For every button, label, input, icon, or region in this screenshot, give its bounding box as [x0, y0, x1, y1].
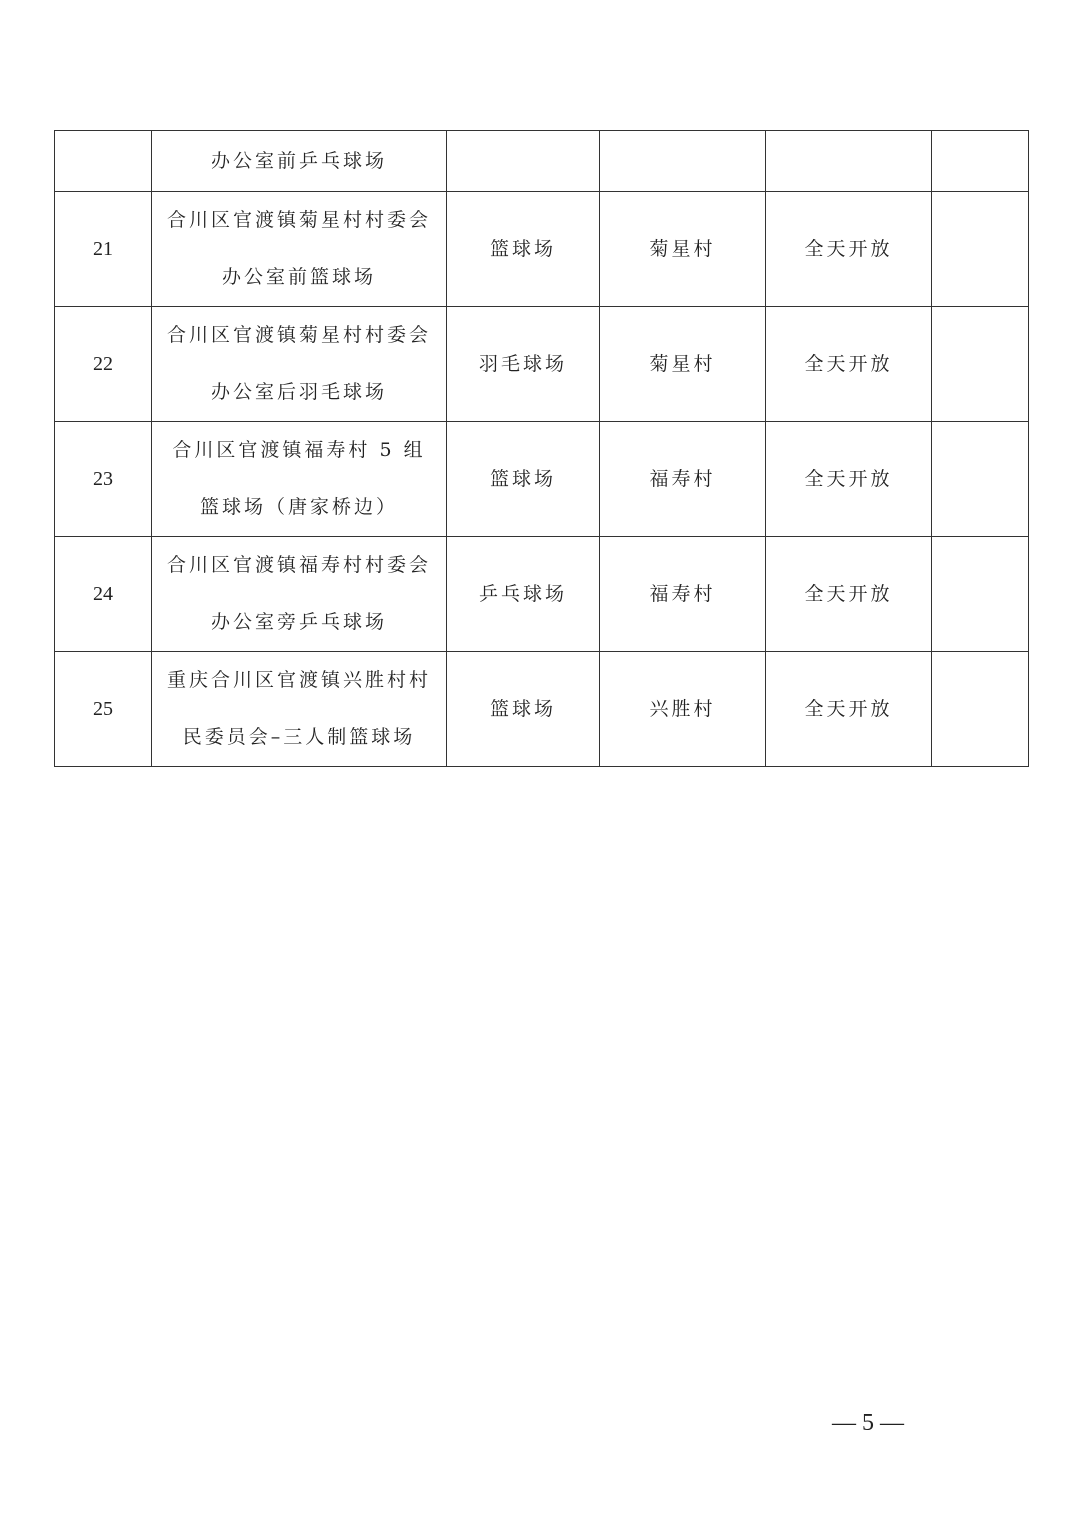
table-row: [55, 307, 1029, 422]
venue-type-cell: 篮球场: [447, 192, 600, 307]
village-cell: 菊星村: [600, 307, 766, 422]
note-cell: [932, 422, 1029, 537]
table-row: [55, 537, 1029, 652]
table-row: [55, 422, 1029, 537]
village-cell: 菊星村: [600, 192, 766, 307]
venue-type-cell: 篮球场: [447, 422, 600, 537]
venue-type-cell: 乒乓球场: [447, 537, 600, 652]
venue-name-cell: [152, 192, 447, 307]
venue-name-text: 重庆合川区官渡镇兴胜村村民委员会–三人制篮球场: [166, 669, 431, 748]
venue-name-cell: [152, 652, 447, 767]
note-cell: [932, 652, 1029, 767]
row-number-cell: 22: [55, 307, 152, 422]
opening-hours-cell: 全天开放: [766, 422, 932, 537]
opening-hours-cell: 全天开放: [766, 192, 932, 307]
venue-name-text: 合川区官渡镇福寿村村委会办公室旁乒乓球场: [166, 554, 431, 633]
page-number: — 5 —: [832, 1410, 904, 1436]
opening-hours-cell: 全天开放: [766, 537, 932, 652]
note-cell: [932, 307, 1029, 422]
venue-table: [54, 130, 1029, 767]
row-number-cell: 25: [55, 652, 152, 767]
row-number-cell: [55, 131, 152, 192]
village-cell: 福寿村: [600, 422, 766, 537]
table-row: [55, 652, 1029, 767]
venue-name-text: 合川区官渡镇菊星村村委会办公室前篮球场: [166, 209, 431, 288]
row-number-cell: 24: [55, 537, 152, 652]
venue-name-cell: [152, 537, 447, 652]
village-cell: 福寿村: [600, 537, 766, 652]
opening-hours-cell: 全天开放: [766, 307, 932, 422]
opening-hours-cell: 全天开放: [766, 652, 932, 767]
row-number-cell: 21: [55, 192, 152, 307]
opening-hours-cell: [766, 131, 932, 192]
venue-type-cell: [447, 131, 600, 192]
village-cell: 兴胜村: [600, 652, 766, 767]
note-cell: [932, 537, 1029, 652]
venue-name-text: 合川区官渡镇菊星村村委会办公室后羽毛球场: [166, 324, 431, 403]
venue-name-cell: [152, 131, 447, 192]
venue-name-cell: [152, 307, 447, 422]
village-cell: [600, 131, 766, 192]
table-row: [55, 192, 1029, 307]
venue-type-cell: 羽毛球场: [447, 307, 600, 422]
venue-name-text: 办公室前乒乓球场: [210, 149, 387, 172]
note-cell: [932, 131, 1029, 192]
venue-name-text: 合川区官渡镇福寿村 5 组篮球场（唐家桥边）: [172, 439, 426, 518]
venue-type-cell: 篮球场: [447, 652, 600, 767]
table-row-continued: [55, 131, 1029, 192]
row-number-cell: 23: [55, 422, 152, 537]
venue-name-cell: [152, 422, 447, 537]
note-cell: [932, 192, 1029, 307]
